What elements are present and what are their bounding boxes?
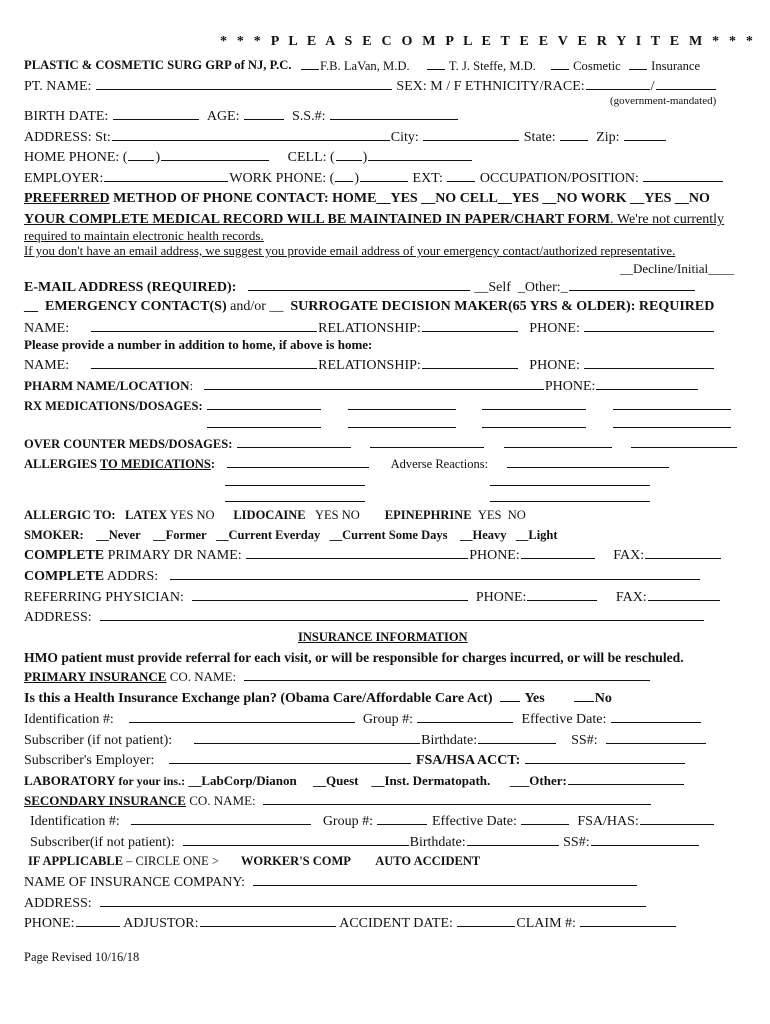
adverse-reactions-label: Adverse Reactions: bbox=[390, 457, 489, 471]
exchange-yes-blank[interactable] bbox=[500, 689, 520, 702]
age-field[interactable] bbox=[244, 107, 284, 120]
referring-phone-field[interactable] bbox=[527, 588, 597, 601]
accident-phone-label: PHONE: bbox=[24, 916, 75, 931]
otc-field-1[interactable] bbox=[237, 435, 351, 448]
decline-initial[interactable]: __Decline/Initial____ bbox=[620, 261, 735, 276]
work-phone-field[interactable] bbox=[360, 169, 408, 182]
sec-subscriber-field[interactable] bbox=[183, 833, 409, 846]
cell-phone-field[interactable] bbox=[368, 148, 472, 161]
form-title: * * * P L E A S E C O M P L E T E E V E R Y I T E M * * * bbox=[220, 34, 757, 49]
sec-subscriber-label: Subscriber(if not patient): bbox=[30, 835, 175, 850]
email-other-option[interactable]: _Other:_ bbox=[517, 280, 568, 295]
smoker-light[interactable]: __Light bbox=[515, 528, 558, 542]
zip-field[interactable] bbox=[624, 128, 666, 141]
otc-row bbox=[24, 435, 738, 453]
accident-phone-row bbox=[24, 914, 677, 932]
practice-name: PLASTIC & COSMETIC SURG GRP of NJ, P.C. bbox=[24, 58, 292, 72]
referring-fax-field[interactable] bbox=[648, 588, 720, 601]
smoker-current-some-days[interactable]: __Current Some Days bbox=[329, 528, 448, 542]
rx-field-6[interactable] bbox=[348, 415, 456, 428]
rx-field-4[interactable] bbox=[613, 397, 731, 410]
smoker-never[interactable]: __Never bbox=[96, 528, 141, 542]
email-other-field[interactable] bbox=[569, 278, 695, 291]
rx-field-1[interactable] bbox=[207, 397, 321, 410]
ethnicity-field[interactable] bbox=[586, 77, 650, 90]
laboratory-label bbox=[24, 773, 185, 788]
ec2-name-field[interactable] bbox=[91, 356, 317, 369]
exchange-question: Is this a Health Insurance Exchange plan? (Obama Care/Affordable Care Act) bbox=[24, 691, 493, 706]
rx-field-2[interactable] bbox=[348, 397, 456, 410]
rx-fields-row2 bbox=[206, 415, 732, 433]
primary-insurance-label: PRIMARY INSURANCE bbox=[24, 669, 167, 684]
doctor-steffe-option[interactable] bbox=[426, 57, 536, 75]
work-phone-label: WORK PHONE: ( bbox=[229, 171, 335, 186]
referring-field[interactable] bbox=[192, 588, 468, 601]
smoker-current-everyday[interactable]: __Current Everday bbox=[215, 528, 321, 542]
referring-address-row bbox=[24, 608, 705, 626]
laboratory-row bbox=[24, 772, 685, 790]
primary-dr-fax-label: FAX: bbox=[613, 548, 645, 563]
accident-address-field[interactable] bbox=[100, 894, 646, 907]
home-phone-row: HOME PHONE: ( ) CELL: ( ) bbox=[24, 148, 473, 166]
email-label: E-MAIL ADDRESS (REQUIRED): bbox=[24, 280, 237, 295]
laboratory-word: LABORATORY bbox=[24, 773, 116, 788]
group-label: Group #: bbox=[362, 712, 413, 727]
insurance-label: Insurance bbox=[651, 59, 701, 73]
record-notice-rest: . We're not currently bbox=[610, 212, 725, 227]
allergic-to-label: ALLERGIC TO: bbox=[24, 508, 116, 522]
ec2-relationship-field[interactable] bbox=[422, 356, 518, 369]
government-mandated-note: (government-mandated) bbox=[610, 95, 717, 107]
and-or-label[interactable]: and/or __ bbox=[230, 299, 284, 314]
primary-dr-address-field[interactable] bbox=[170, 567, 700, 580]
cell-label: CELL: ( bbox=[287, 150, 335, 165]
sec-birthdate-label: Birthdate: bbox=[409, 835, 466, 850]
ec2-phone-label: PHONE: bbox=[529, 358, 580, 373]
lab-other-field[interactable] bbox=[568, 772, 684, 785]
record-notice-line3: If you don't have an email address, we suggest you provide email address of your emergency contact/authorized representative. bbox=[24, 244, 676, 258]
patient-name-row: PT. NAME: SEX: M / F ETHNICITY/RACE: / bbox=[24, 77, 717, 95]
primary-dr-fax-field[interactable] bbox=[645, 546, 721, 559]
accident-phone-field[interactable] bbox=[76, 914, 120, 927]
hmo-note: HMO patient must provide referral for each visit, or will be responsible for charges incurred, or will be reschuled. bbox=[24, 650, 684, 665]
primary-insurance-row bbox=[24, 668, 651, 685]
claim-field[interactable] bbox=[580, 914, 676, 927]
epinephrine-label: EPINEPHRINE bbox=[384, 508, 472, 522]
secondary-id-row bbox=[30, 812, 715, 830]
adjustor-field[interactable] bbox=[200, 914, 336, 927]
complete-word-1: COMPLETE bbox=[24, 548, 105, 563]
subscriber-row bbox=[24, 731, 707, 749]
lidocaine-yes[interactable]: YES bbox=[314, 508, 339, 522]
group-field[interactable] bbox=[417, 710, 513, 723]
home-area-code-field[interactable] bbox=[128, 148, 154, 161]
emergency-prefix[interactable]: __ bbox=[24, 299, 38, 314]
sec-birthdate-field[interactable] bbox=[467, 833, 559, 846]
exchange-yes: Yes bbox=[524, 691, 545, 706]
if-applicable-label bbox=[28, 854, 219, 868]
referring-address-field[interactable] bbox=[100, 608, 704, 621]
secondary-co-name-field[interactable] bbox=[263, 792, 651, 805]
emergency-contact-label: EMERGENCY CONTACT(S) bbox=[45, 299, 227, 314]
fsa-field[interactable] bbox=[525, 751, 685, 764]
state-label: State: bbox=[523, 130, 556, 145]
primary-dr-phone-label: PHONE: bbox=[469, 548, 520, 563]
subscriber-field[interactable] bbox=[194, 731, 420, 744]
referring-fax-label: FAX: bbox=[615, 590, 647, 605]
laboratory-for: for your ins.: bbox=[115, 774, 186, 788]
insurance-option[interactable] bbox=[628, 57, 700, 75]
id-label: Identification #: bbox=[24, 712, 114, 727]
lab-other[interactable]: ___Other: bbox=[509, 773, 567, 788]
city-label: City: bbox=[390, 130, 419, 145]
smoker-former[interactable]: __Former bbox=[153, 528, 207, 542]
page-revised: Page Revised 10/16/18 bbox=[24, 950, 140, 964]
rx-field-8[interactable] bbox=[613, 415, 731, 428]
patient-name-label: PT. NAME: bbox=[24, 79, 92, 94]
smoker-heavy[interactable]: __Heavy bbox=[459, 528, 507, 542]
preferred-contact-row[interactable] bbox=[24, 190, 710, 207]
pharmacy-phone-label: PHONE: bbox=[544, 379, 596, 394]
latex-yes[interactable]: YES bbox=[169, 508, 194, 522]
rx-field-3[interactable] bbox=[482, 397, 586, 410]
primary-dr-label: PRIMARY DR NAME: bbox=[104, 548, 242, 563]
allergic-to-row bbox=[24, 507, 526, 524]
subscriber-ss-label: SS#: bbox=[571, 733, 598, 748]
ext-field[interactable] bbox=[447, 169, 475, 182]
primary-dr-row bbox=[24, 546, 722, 564]
sec-effective-field[interactable] bbox=[521, 812, 569, 825]
workers-comp-option[interactable]: WORKER'S COMP bbox=[240, 854, 351, 868]
effective-label: Effective Date: bbox=[521, 712, 607, 727]
address-label: ADDRESS: St: bbox=[24, 130, 111, 145]
primary-co-name-label: CO. NAME: bbox=[166, 669, 237, 684]
secondary-insurance-row bbox=[24, 792, 652, 809]
pharmacy-label: PHARM NAME/LOCATION bbox=[24, 378, 190, 393]
record-notice-bold: YOUR COMPLETE MEDICAL RECORD WILL BE MAINTAINED IN PAPER/CHART FORM bbox=[24, 212, 611, 227]
birth-row bbox=[24, 107, 459, 125]
cell-area-code-field[interactable] bbox=[336, 148, 362, 161]
allergies-label: ALLERGIES TO MEDICATIONS: bbox=[24, 457, 216, 471]
email-self-option[interactable]: __Self bbox=[474, 280, 511, 295]
identification-row bbox=[24, 710, 702, 728]
adjustor-label: ADJUSTOR: bbox=[123, 916, 199, 931]
occupation-label: OCCUPATION/POSITION: bbox=[479, 171, 639, 186]
sec-fsa-field[interactable] bbox=[640, 812, 714, 825]
ext-label: EXT: bbox=[412, 171, 443, 186]
ec1-phone-label: PHONE: bbox=[529, 321, 580, 336]
address-row bbox=[24, 128, 667, 146]
otc-field-3[interactable] bbox=[504, 435, 612, 448]
referring-address-label: ADDRESS: bbox=[24, 610, 92, 625]
work-area-code-field[interactable] bbox=[335, 169, 353, 182]
emergency-heading bbox=[24, 298, 714, 315]
otc-field-4[interactable] bbox=[631, 435, 737, 448]
pharmacy-row: PHARM NAME/LOCATION: PHONE: bbox=[24, 377, 699, 395]
smoker-row bbox=[24, 527, 558, 544]
to-medications: TO MEDICATIONS bbox=[99, 457, 211, 471]
accident-date-label: ACCIDENT DATE: bbox=[339, 916, 453, 931]
employer-label: EMPLOYER: bbox=[24, 171, 104, 186]
sec-id-field[interactable] bbox=[131, 812, 311, 825]
otc-field-2[interactable] bbox=[370, 435, 484, 448]
employer-field[interactable] bbox=[104, 169, 228, 182]
adverse-field-1[interactable] bbox=[507, 455, 669, 468]
record-notice-line2: required to maintain electronic health records. bbox=[24, 228, 264, 243]
primary-co-name-field[interactable] bbox=[244, 668, 650, 681]
allergy-field-1[interactable] bbox=[227, 455, 369, 468]
adverse-field-2[interactable] bbox=[490, 473, 650, 486]
ec1-relationship-field[interactable] bbox=[422, 319, 518, 332]
latex-no[interactable]: NO bbox=[196, 508, 215, 522]
primary-dr-phone-field[interactable] bbox=[521, 546, 595, 559]
rx-fields-row1 bbox=[206, 397, 732, 415]
subscriber-employer-field[interactable] bbox=[169, 751, 411, 764]
occupation-field[interactable] bbox=[643, 169, 723, 182]
preferred-options: METHOD OF PHONE CONTACT: HOME__YES __NO CELL__YES __NO WORK __YES __NO bbox=[109, 191, 710, 206]
home-phone-field[interactable] bbox=[161, 148, 269, 161]
city-field[interactable] bbox=[423, 128, 519, 141]
fsa-label: FSA/HSA ACCT: bbox=[415, 753, 521, 768]
complete-word-2: COMPLETE bbox=[24, 569, 105, 584]
second-number-note: Please provide a number in addition to home, if above is home: bbox=[24, 337, 373, 352]
email-field[interactable] bbox=[248, 278, 470, 291]
sex-label[interactable]: SEX: M / F bbox=[396, 79, 462, 94]
ss-field[interactable] bbox=[330, 107, 458, 120]
ec1-name-field[interactable] bbox=[91, 319, 317, 332]
record-notice-line1 bbox=[24, 211, 724, 228]
age-label: AGE: bbox=[206, 109, 240, 124]
surrogate-label: SURROGATE DECISION MAKER(65 YRS & OLDER) bbox=[290, 299, 631, 314]
subscriber-birthdate-label: Birthdate: bbox=[421, 733, 478, 748]
doctor-lavan-label: F.B. LaVan, M.D. bbox=[320, 59, 410, 73]
subscriber-employer-row bbox=[24, 751, 686, 769]
rx-label: RX MEDICATIONS/DOSAGES: bbox=[24, 399, 203, 413]
epinephrine-yes[interactable]: YES bbox=[477, 508, 502, 522]
street-field[interactable] bbox=[112, 128, 390, 141]
primary-dr-field[interactable] bbox=[246, 546, 468, 559]
subscriber-employer-label: Subscriber's Employer: bbox=[24, 753, 155, 768]
primary-dr-address-row bbox=[24, 567, 701, 585]
secondary-subscriber-row bbox=[30, 833, 700, 851]
ec1-name-label: NAME: bbox=[24, 321, 70, 336]
ec1-phone-field[interactable] bbox=[584, 319, 714, 332]
emergency-contact-row-1 bbox=[24, 319, 715, 337]
allergy-extra-row2 bbox=[224, 489, 651, 507]
ethnicity-label: ETHNICITY/RACE: bbox=[464, 79, 585, 94]
race-field[interactable] bbox=[656, 77, 716, 90]
lab-quest[interactable]: __Quest bbox=[312, 773, 359, 788]
secondary-insurance-label: SECONDARY INSURANCE bbox=[24, 793, 186, 808]
rx-field-5[interactable] bbox=[207, 415, 321, 428]
cosmetic-label: Cosmetic bbox=[573, 59, 621, 73]
lidocaine-no[interactable]: NO bbox=[341, 508, 360, 522]
allergy-field-2[interactable] bbox=[225, 473, 365, 486]
ss-label: S.S.#: bbox=[292, 109, 326, 124]
accident-address-label: ADDRESS: bbox=[24, 896, 92, 911]
pharmacy-phone-field[interactable] bbox=[596, 377, 698, 390]
subscriber-ss-field[interactable] bbox=[606, 731, 706, 744]
referring-row bbox=[24, 588, 721, 606]
doctor-lavan-option[interactable] bbox=[300, 57, 410, 75]
lidocaine-label: LIDOCAINE bbox=[233, 508, 306, 522]
exchange-row bbox=[24, 689, 612, 707]
required-label: : REQUIRED bbox=[630, 299, 715, 314]
ec1-relationship-label: RELATIONSHIP: bbox=[318, 321, 421, 336]
subscriber-label: Subscriber (if not patient): bbox=[24, 733, 173, 748]
home-phone-label: HOME PHONE: ( bbox=[24, 150, 128, 165]
exchange-no-blank[interactable] bbox=[574, 689, 594, 702]
patient-name-field[interactable] bbox=[96, 77, 392, 90]
ec2-relationship-label: RELATIONSHIP: bbox=[318, 358, 421, 373]
epinephrine-no[interactable]: NO bbox=[507, 508, 526, 522]
auto-accident-option[interactable]: AUTO ACCIDENT bbox=[375, 854, 481, 868]
referring-phone-label: PHONE: bbox=[475, 590, 527, 605]
doctor-steffe-label: T. J. Steffe, M.D. bbox=[448, 59, 536, 73]
smoker-label: SMOKER: bbox=[24, 528, 84, 542]
allergies-row bbox=[24, 455, 670, 473]
exchange-no: No bbox=[594, 691, 612, 706]
preferred-label: PREFERRED bbox=[24, 191, 110, 206]
allergies-word: ALLERGIES bbox=[24, 457, 97, 471]
lab-labcorp[interactable]: __LabCorp/Dianon bbox=[188, 773, 297, 788]
allergy-field-3[interactable] bbox=[225, 489, 365, 502]
accident-company-label: NAME OF INSURANCE COMPANY: bbox=[24, 875, 246, 890]
id-field[interactable] bbox=[129, 710, 355, 723]
emergency-contact-row-2 bbox=[24, 356, 715, 374]
sec-ss-label: SS#: bbox=[563, 835, 590, 850]
accident-company-row bbox=[24, 873, 638, 891]
birth-date-label: BIRTH DATE: bbox=[24, 109, 109, 124]
cosmetic-option[interactable] bbox=[550, 57, 621, 75]
if-applicable-row bbox=[28, 853, 480, 870]
accident-date-field[interactable] bbox=[457, 914, 515, 927]
pharmacy-field[interactable] bbox=[204, 377, 544, 390]
birth-date-field[interactable] bbox=[113, 107, 199, 120]
effective-field[interactable] bbox=[611, 710, 701, 723]
accident-company-field[interactable] bbox=[253, 873, 637, 886]
accident-address-row bbox=[24, 894, 647, 912]
ec2-name-label: NAME: bbox=[24, 358, 70, 373]
employer-row: EMPLOYER: WORK PHONE: ( ) EXT: OCCUPATION/POSITION: bbox=[24, 169, 724, 187]
sec-group-field[interactable] bbox=[377, 812, 427, 825]
rx-field-7[interactable] bbox=[482, 415, 586, 428]
zip-label: Zip: bbox=[596, 130, 620, 145]
sec-effective-label: Effective Date: bbox=[431, 814, 517, 829]
subscriber-birthdate-field[interactable] bbox=[478, 731, 556, 744]
referring-label: REFERRING PHYSICIAN: bbox=[24, 590, 184, 605]
sec-fsa-label: FSA/HAS: bbox=[577, 814, 639, 829]
secondary-co-name-label: CO. NAME: bbox=[185, 793, 256, 808]
primary-dr-addrs-label: ADDRS: bbox=[104, 569, 159, 584]
ec2-phone-field[interactable] bbox=[584, 356, 714, 369]
if-applicable-word: IF APPLICABLE bbox=[28, 854, 124, 868]
adverse-field-3[interactable] bbox=[490, 489, 650, 502]
circle-one: – CIRCLE ONE > bbox=[123, 854, 219, 868]
allergic-to-word: ALLERGIC TO bbox=[24, 508, 112, 522]
latex-label: LATEX bbox=[124, 508, 168, 522]
email-row bbox=[24, 278, 696, 296]
state-field[interactable] bbox=[560, 128, 588, 141]
insurance-heading: INSURANCE INFORMATION bbox=[298, 630, 468, 644]
claim-label: CLAIM #: bbox=[516, 916, 576, 931]
otc-label: OVER COUNTER MEDS/DOSAGES: bbox=[24, 437, 233, 451]
lab-inst-dermatopath[interactable]: __Inst. Dermatopath. bbox=[371, 773, 491, 788]
sec-ss-field[interactable] bbox=[591, 833, 699, 846]
sec-id-label: Identification #: bbox=[30, 814, 120, 829]
sec-group-label: Group #: bbox=[322, 814, 373, 829]
